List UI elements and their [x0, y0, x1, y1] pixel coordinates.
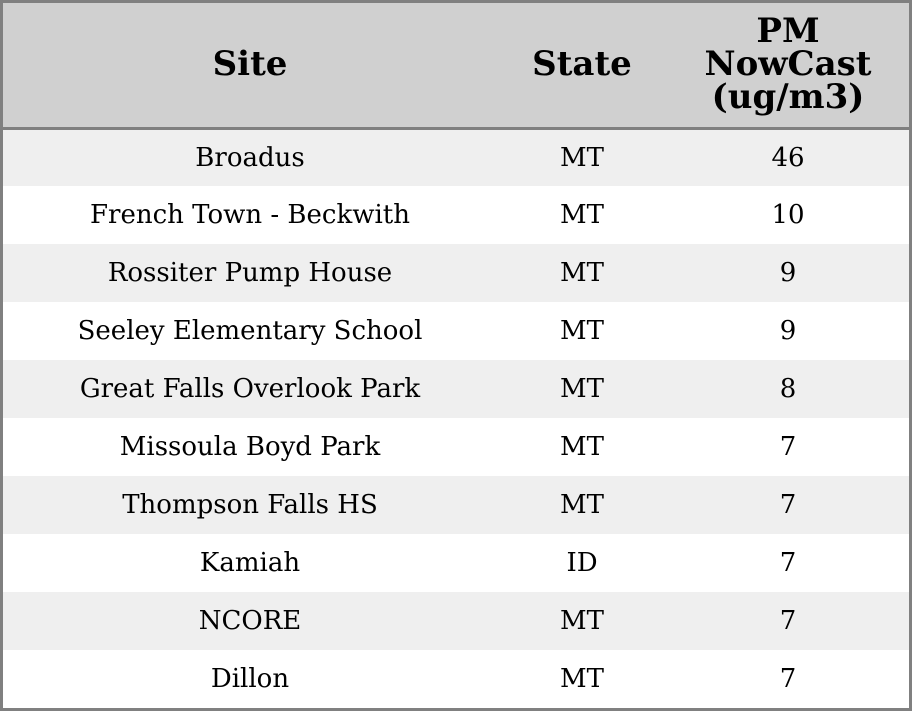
- cell-state: MT: [560, 490, 604, 520]
- header-site: [3, 3, 497, 128]
- cell-site: Missoula Boyd Park: [119, 432, 381, 462]
- cell-pm: 7: [779, 490, 797, 520]
- cell-pm: 7: [779, 664, 797, 694]
- header-state-label: State: [532, 44, 632, 85]
- cell-pm: 9: [779, 258, 797, 288]
- table-row: [3, 650, 909, 708]
- cell-state: MT: [560, 316, 604, 346]
- table-header: [3, 3, 909, 128]
- pm-nowcast-table: [3, 3, 909, 708]
- cell-state: MT: [560, 200, 604, 230]
- cell-site: Seeley Elementary School: [77, 316, 423, 346]
- cell-state: MT: [560, 374, 604, 404]
- cell-site: Dillon: [210, 664, 290, 694]
- cell-pm: 10: [771, 200, 805, 230]
- table-row: [3, 186, 909, 244]
- header-pm-line-2: NowCast: [704, 44, 872, 85]
- cell-state: MT: [560, 142, 604, 173]
- cell-site: Thompson Falls HS: [122, 490, 378, 520]
- header-state: [497, 3, 667, 128]
- cell-pm: 7: [779, 432, 797, 462]
- cell-pm: 7: [779, 548, 797, 578]
- cell-pm: 7: [779, 606, 797, 636]
- cell-site: Great Falls Overlook Park: [79, 374, 421, 404]
- cell-state: ID: [566, 548, 598, 578]
- table-row: [3, 128, 909, 186]
- cell-pm: 9: [779, 316, 797, 346]
- cell-pm: 8: [779, 374, 797, 404]
- cell-state: MT: [560, 664, 604, 694]
- cell-site: Broadus: [195, 142, 305, 173]
- header-pm-line-3: (ug/m3): [711, 77, 865, 118]
- cell-site: French Town - Beckwith: [89, 200, 411, 230]
- header-pm-nowcast: [667, 3, 909, 128]
- table-row: [3, 360, 909, 418]
- cell-site: NCORE: [198, 606, 302, 636]
- header-site-label: Site: [212, 44, 288, 85]
- table-row: [3, 476, 909, 534]
- header-row: [3, 3, 909, 128]
- cell-site: Kamiah: [199, 548, 301, 578]
- table-row: [3, 592, 909, 650]
- cell-state: MT: [560, 606, 604, 636]
- cell-state: MT: [560, 258, 604, 288]
- table-row: [3, 244, 909, 302]
- header-pm-line-1: PM: [756, 11, 820, 52]
- cell-pm: 46: [771, 142, 805, 173]
- table-body: [3, 128, 909, 708]
- cell-site: Rossiter Pump House: [107, 258, 393, 288]
- table-row: [3, 534, 909, 592]
- cell-state: MT: [560, 432, 604, 462]
- table-row: [3, 302, 909, 360]
- table-row: [3, 418, 909, 476]
